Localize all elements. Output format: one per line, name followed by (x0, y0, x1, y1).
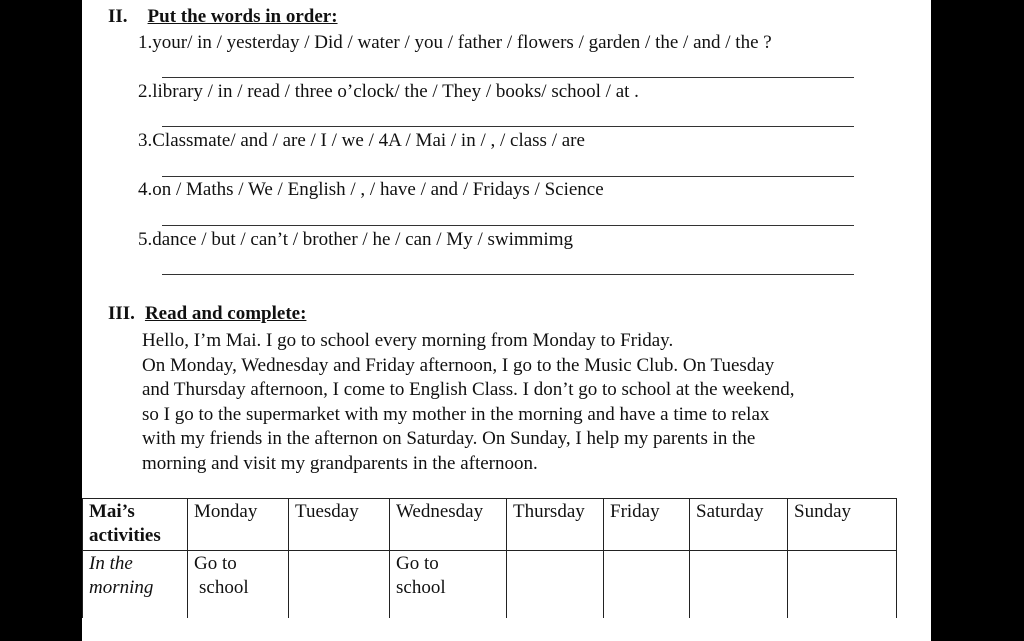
section-2-heading (108, 6, 338, 28)
table-row-morning (83, 551, 897, 619)
passage-line: and Thursday afternoon, I come to English Class. I don’t go to school at the weekend, (142, 379, 795, 401)
cell-monday-morning[interactable] (188, 551, 289, 619)
exercise-item-3: 3.Classmate/ and / are / I / we / 4A / Mai / in / , / class / are (138, 130, 585, 151)
cell-thursday-morning[interactable] (507, 551, 604, 619)
answer-line-1[interactable] (162, 77, 854, 78)
table-header-row (83, 499, 897, 551)
section-3-title: Read and complete: (144, 303, 307, 324)
passage-line: Hello, I’m Mai. I go to school every morning from Monday to Friday. (142, 330, 674, 351)
section-3-heading (108, 303, 306, 325)
cell-friday-morning[interactable] (604, 551, 690, 619)
cell-line-1: Go to (194, 553, 237, 574)
cell-line-1: Go to (396, 553, 439, 574)
day-header-friday: Friday (604, 499, 690, 551)
day-header-sunday: Sunday (788, 499, 897, 551)
cell-sunday-morning[interactable] (788, 551, 897, 619)
day-header-thursday: Thursday (507, 499, 604, 551)
answer-line-3[interactable] (162, 176, 854, 177)
corner-label-line-1: Mai’s (89, 501, 135, 522)
cell-saturday-morning[interactable] (690, 551, 788, 619)
row-label-line-1: In the (89, 553, 133, 574)
answer-line-5[interactable] (162, 274, 854, 275)
reading-passage (142, 329, 902, 477)
exercise-item-2: 2.library / in / read / three o’clock/ the / They / books/ school / at . (138, 81, 639, 102)
passage-line: with my friends in the afternon on Saturday. On Sunday, I help my parents in the (142, 428, 756, 450)
activities-table (82, 498, 897, 618)
worksheet-page (82, 0, 931, 641)
passage-line: On Monday, Wednesday and Friday afternoon, I go to the Music Club. On Tuesday (142, 354, 775, 376)
corner-cell (83, 499, 188, 551)
corner-label-line-2: activities (89, 525, 161, 546)
passage-line: morning and visit my grandparents in the afternoon. (142, 452, 538, 474)
section-2-numeral: II. (108, 6, 128, 27)
exercise-item-5: 5.dance / but / can’t / brother / he / can / My / swimmimg (138, 229, 573, 250)
cell-line-2: school (199, 577, 249, 598)
answer-line-2[interactable] (162, 126, 854, 127)
cell-tuesday-morning[interactable] (289, 551, 390, 619)
row-label-morning (83, 551, 188, 619)
cell-wednesday-morning[interactable] (390, 551, 507, 619)
answer-line-4[interactable] (162, 225, 854, 226)
row-label-line-2: morning (89, 577, 154, 598)
passage-line: so I go to the supermarket with my mother in the morning and have a time to relax (142, 403, 770, 425)
day-header-tuesday: Tuesday (289, 499, 390, 551)
exercise-item-1: 1.your/ in / yesterday / Did / water / you / father / flowers / garden / the / and / the ? (138, 32, 772, 53)
day-header-saturday: Saturday (690, 499, 788, 551)
day-header-wednesday: Wednesday (390, 499, 507, 551)
day-header-monday: Monday (188, 499, 289, 551)
exercise-item-4: 4.on / Maths / We / English / , / have / and / Fridays / Science (138, 179, 604, 200)
cell-line-2: school (396, 577, 446, 598)
section-2-title: Put the words in order: (147, 6, 338, 27)
section-3-numeral: III. (108, 303, 135, 324)
